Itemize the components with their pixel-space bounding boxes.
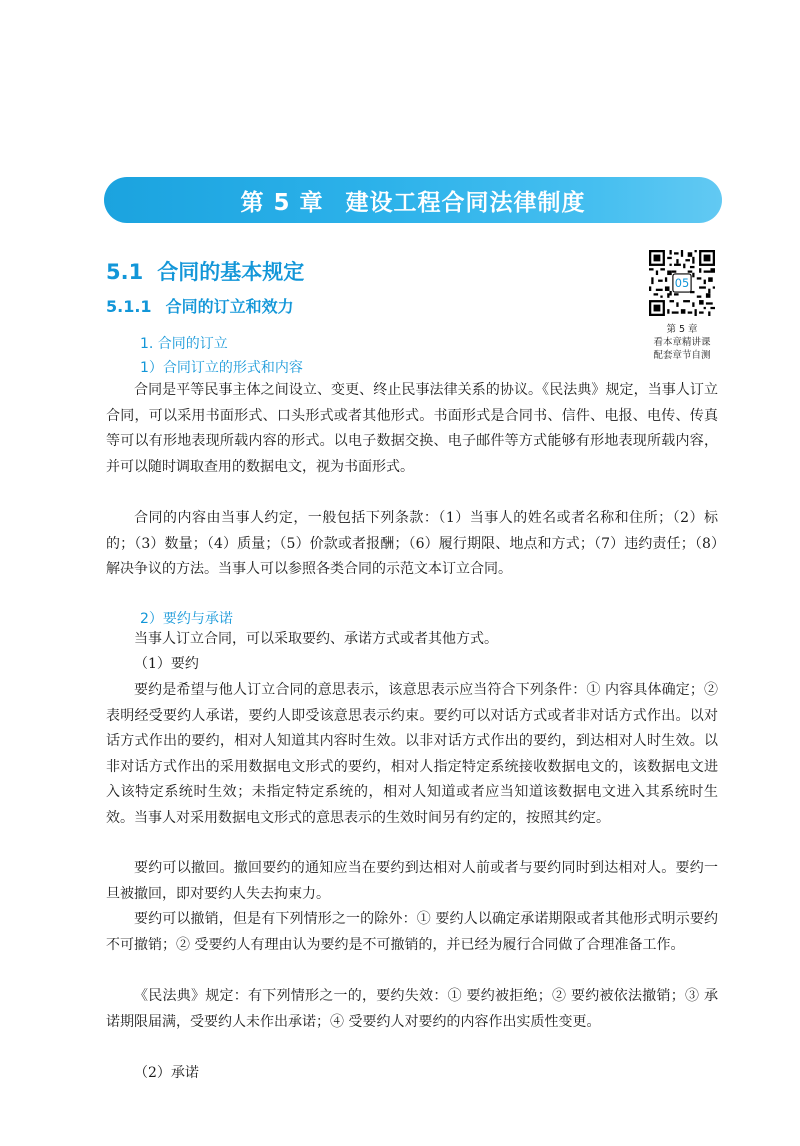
paragraph-contract-terms: 合同的内容由当事人约定，一般包括下列条款：（1）当事人的姓名或者名称和住所；（2）标的；（3）数量；（4）质量；（5）价款或者报酬；（6）履行期限、地点和方式；（7）违约责任；（8）解决争议的方法。当事人可以参照各类合同的示范文本订立合同。: [106, 510, 718, 577]
chapter-heading: [240, 184, 585, 217]
heading-conclusion: 1. 合同的订立: [140, 336, 228, 352]
subsection-number: 5.1.1: [106, 297, 152, 316]
heading-form-content: 1）合同订立的形式和内容: [140, 360, 303, 376]
paragraph-offer-expiry: 《民法典》规定：有下列情形之一的，要约失效：① 要约被拒绝；② 要约被依法撤销；③ 承诺期限届满，受要约人未作出承诺；④ 受要约人对要约的内容作出实质性变更。: [106, 988, 718, 1030]
paragraph-offer-definition: 要约是希望与他人订立合同的意思表示，该意思表示应当符合下列条件：① 内容具体确定；② 表明经受要约人承诺，要约人即受该意思表示约束。要约可以对话方式或者非对话方式作出。以对话方式作出的要约，相对人知道其内容时生效。以非对话方式作出的要约，到达相对人时生效。以非对话方式作出的采用数据电文形式的要约，相对人指定特定系统接收数据电文的，该数据电文进入该特定系统时生效；未指定特定系统的，相对人知道或者应当知道该数据电文进入其系统时生效。当事人对采用数据电文形式的意思表示的生效时间另有约定的，按照其约定。: [106, 682, 718, 826]
section-number: 5.1: [106, 260, 144, 284]
heading-offer-acceptance: 2）要约与承诺: [140, 611, 233, 627]
subsection-heading: [106, 294, 294, 317]
qr-code-block: [644, 250, 720, 362]
paragraph-offer-revocation: 要约可以撤销，但是有下列情形之一的除外：① 要约人以确定承诺期限或者其他形式明示要约不可撤销；② 受要约人有理由认为要约是不可撤销的，并已经为履行合同做了合理准备工作。: [106, 911, 718, 953]
section-title: 合同的基本规定: [157, 260, 305, 284]
chapter-title: 建设工程合同法律制度: [345, 189, 586, 216]
subsection-title: 合同的订立和效力: [165, 297, 294, 316]
paragraph-offer-withdrawal: 要约可以撤回。撤回要约的通知应当在要约到达相对人前或者与要约同时到达相对人。要约一旦被撤回，即对要约人失去拘束力。: [106, 860, 718, 902]
qr-caption-line1: 第 5 章: [666, 324, 698, 335]
qr-caption-line3: 配套章节自测: [653, 350, 711, 361]
qr-caption-line2: 看本章精讲课: [653, 337, 711, 348]
heading-acceptance: （2）承诺: [134, 1065, 199, 1081]
paragraph-contract-definition: 合同是平等民事主体之间设立、变更、终止民事法律关系的协议。《民法典》规定，当事人订立合同，可以采用书面形式、口头形式或者其他形式。书面形式是合同书、信件、电报、电传、传真等可以有形地表现所载内容的形式。以电子数据交换、电子邮件等方式能够有形地表现所载内容，并可以随时调取查用的数据电文，视为书面形式。: [106, 382, 718, 475]
qr-center-mark: 05: [674, 276, 690, 291]
chapter-banner: [104, 177, 722, 223]
qr-code-icon[interactable]: [649, 250, 715, 316]
paragraph-conclusion-methods: 当事人订立合同，可以采取要约、承诺方式或者其他方式。: [134, 631, 498, 647]
chapter-label: 第 5 章: [240, 189, 324, 216]
section-heading: [106, 256, 304, 286]
heading-offer: （1）要约: [134, 656, 199, 672]
